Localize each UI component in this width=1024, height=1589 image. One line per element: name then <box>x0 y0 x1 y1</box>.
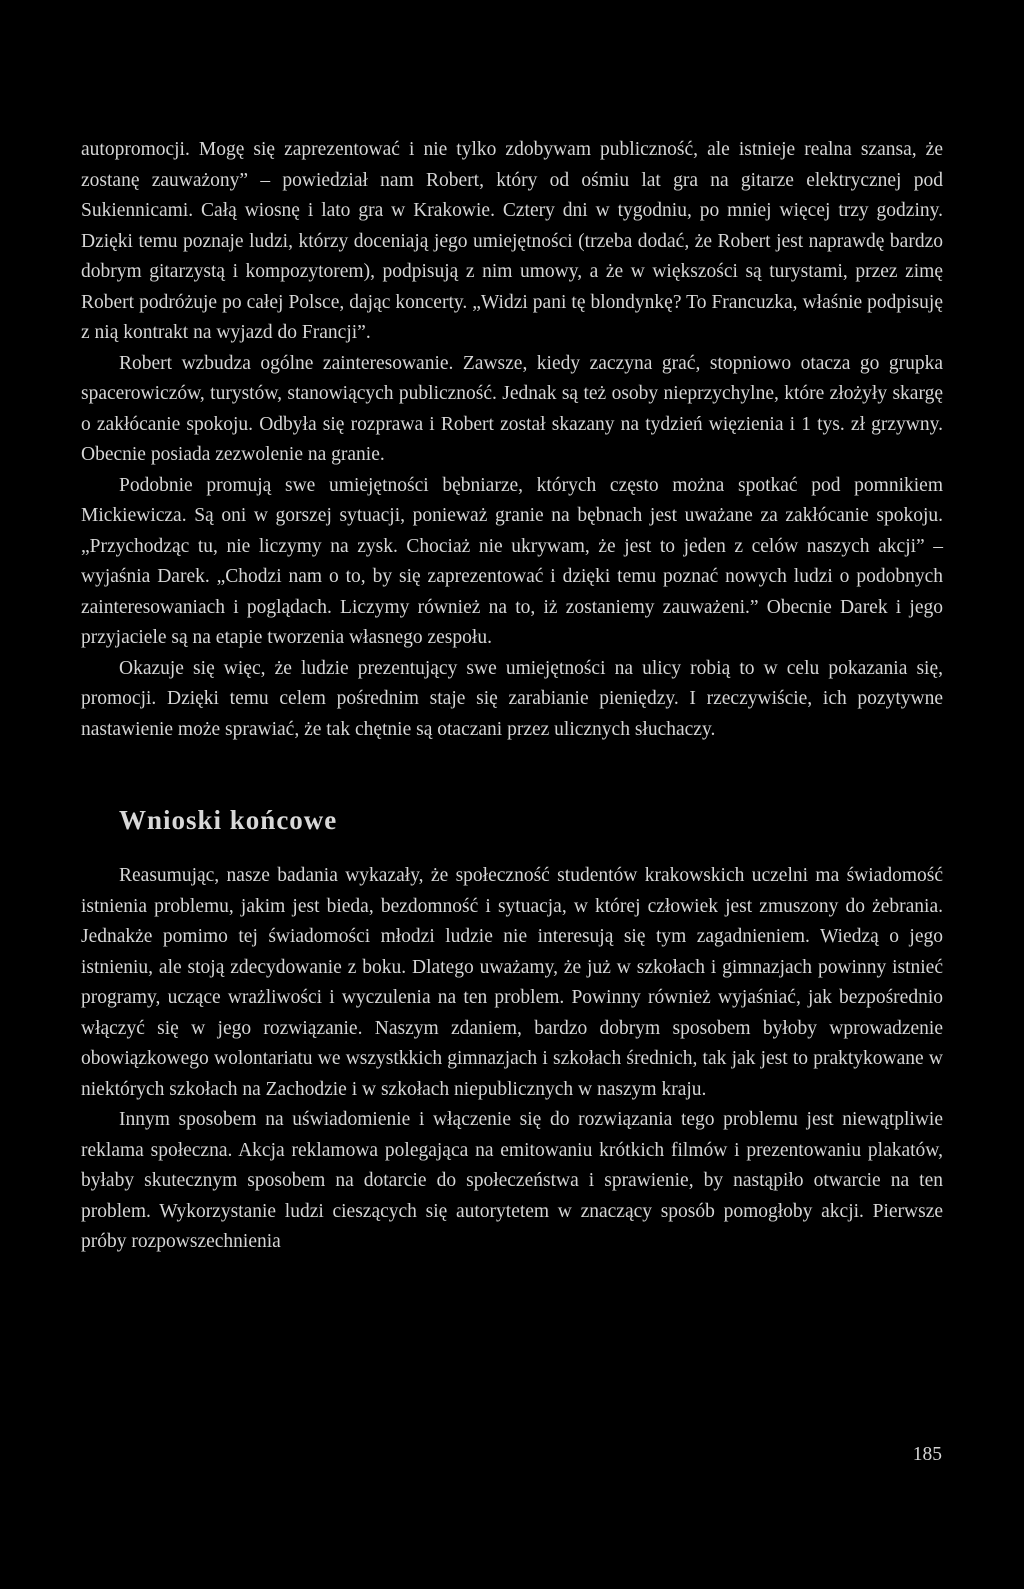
paragraph: Reasumując, nasze badania wykazały, że społeczność studentów krakowskich uczelni ma świadomość istnienia problemu, jakim jest bieda, bezdomność i sytuacja, w której człowiek jest zmuszony do żebrania. Jednakże pomimo tej świadomości młodzi ludzie nie interesują się tym zagadnieniem. Wiedzą o jego istnieniu, ale stoją zdecydowanie z boku. Dlatego uważamy, że już w szkołach i gimnazjach powinny istnieć programy, uczące wrażliwości i wyczulenia na ten problem. Powinny również wyjaśniać, jak bezpośrednio włączyć się w jego rozwiązanie. Naszym zdaniem, bardzo dobrym sposobem byłoby wprowadzenie obowiązkowego wolontariatu we wszystkkich gimnazjach i szkołach średnich, tak jak jest to praktykowane w niektórych szkołach na Zachodzie i w szkołach niepublicznych w naszym kraju. <box>81 865 943 1100</box>
paragraph-continued: autopromocji. Mogę się zaprezentować i nie tylko zdobywam publiczność, ale istnieje realna szansa, że zostanę zauważony” – powiedział nam Robert, który od ośmiu lat gra na gitarze elektrycznej pod Sukiennicami. Całą wiosnę i lato gra w Krakowie. Cztery dni w tygodniu, po mniej więcej trzy godziny. Dzięki temu poznaje ludzi, którzy doceniają jego umiejętności (trzeba dodać, że Robert jest naprawdę bardzo dobrym gitarzystą i kompozytorem), podpisują z nim umowy, a że w większości są turystami, przez zimę Robert podróżuje po całej Polsce, dając koncerty. „Widzi pani tę blondynkę? To Francuzka, właśnie podpisuję z nią kontrakt na wyjazd do Francji”. <box>81 139 943 343</box>
paragraph: Robert wzbudza ogólne zainteresowanie. Zawsze, kiedy zaczyna grać, stopniowo otacza go grupka spacerowiczów, turystów, stanowiących publiczność. Jednak są też osoby nieprzychylne, które złożyły skargę o zakłócanie spokoju. Odbyła się rozprawa i Robert został skazany na tydzień więzienia i 1 tys. zł grzywny. Obecnie posiada zezwolenie na granie. <box>81 352 943 465</box>
page-number: 185 <box>912 1444 942 1465</box>
section-heading: Wnioski końcowe <box>119 805 338 835</box>
page-body <box>81 135 943 1258</box>
paragraph: Podobnie promują swe umiejętności bębniarze, których często można spotkać pod pomnikiem Mickiewicza. Są oni w gorszej sytuacji, ponieważ granie na bębnach jest uważane za zakłócanie spokoju. „Przychodząc tu, nie liczymy na zysk. Chociaż nie ukrywam, że jest to jeden z celów naszych akcji” – wyjaśnia Darek. „Chodzi nam o to, by się zaprezentować i dzięki temu poznać nowych ludzi o podobnych zainteresowaniach i poglądach. Liczymy również na to, iż zostaniemy zauważeni.” Obecnie Darek i jego przyjaciele są na etapie tworzenia własnego zespołu. <box>81 474 943 648</box>
paragraph: Okazuje się więc, że ludzie prezentujący swe umiejętności na ulicy robią to w celu pokazania się, promocji. Dzięki temu celem pośrednim staje się zarabianie pieniędzy. I rzeczywiście, ich pozytywne nastawienie może sprawiać, że tak chętnie są otaczani przez ulicznych słuchaczy. <box>81 657 943 740</box>
paragraph: Innym sposobem na uświadomienie i włączenie się do rozwiązania tego problemu jest niewątpliwie reklama społeczna. Akcja reklamowa polegająca na emitowaniu krótkich filmów i prezentowaniu plakatów, byłaby skutecznym sposobem na dotarcie do społeczeństwa i sprawienie, by nastąpiło otwarcie na ten problem. Wykorzystanie ludzi cieszących się autorytetem w znaczący sposób pomogłoby akcji. Pierwsze próby rozpowszechnienia <box>81 1109 943 1252</box>
